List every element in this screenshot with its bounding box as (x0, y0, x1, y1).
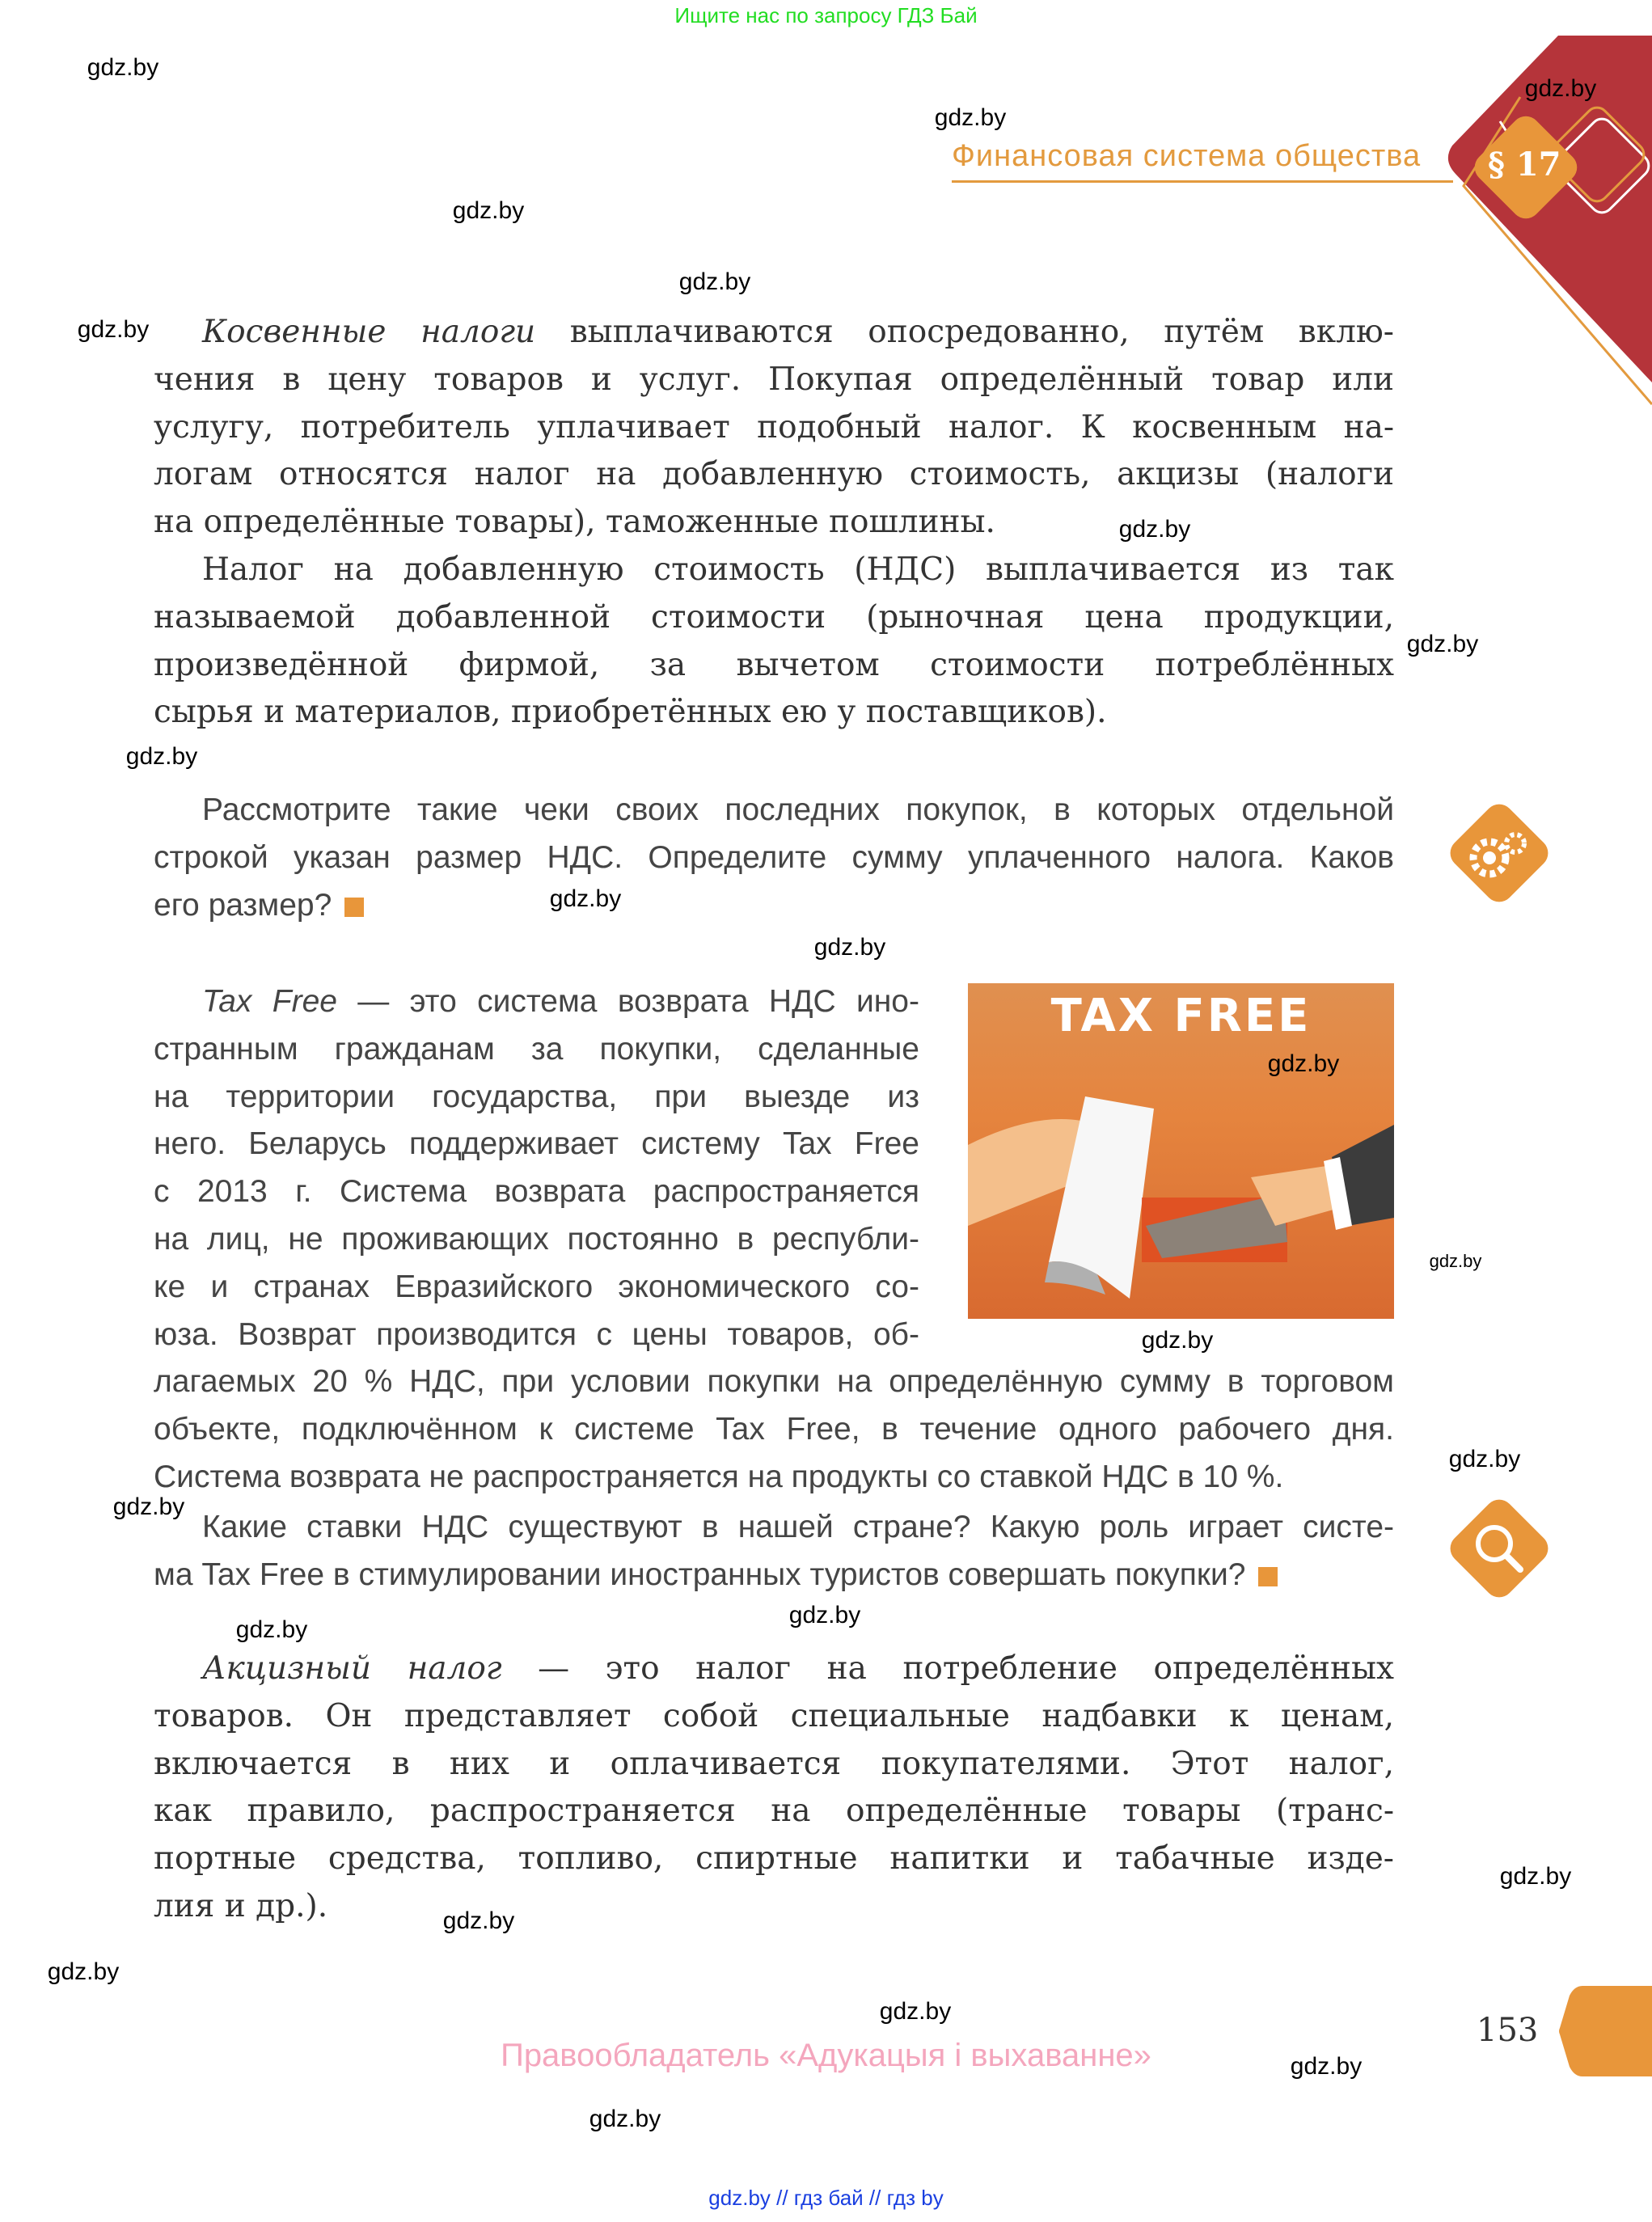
text-line (202, 787, 1394, 834)
watermark: gdz.by (235, 1616, 308, 1643)
watermark: gdz.by (1290, 2053, 1363, 2080)
term: Tax Free (202, 984, 337, 1019)
line-text: включается в них и оплачивается покупателями. Этот налог, (154, 1745, 1394, 1782)
line-text: строкой указан размер НДС. Определите сумму уплаченного налога. Каков (154, 839, 1394, 875)
text-line (154, 642, 1394, 689)
line-text: произведённой фирмой, за вычетом стоимости потреблённых (154, 646, 1394, 683)
watermark: gdz.by (452, 197, 525, 224)
text-line (154, 1741, 1394, 1788)
watermark: gdz.by (77, 316, 150, 343)
watermark: gdz.by (813, 934, 886, 961)
hands-receipt-illustration (968, 983, 1394, 1319)
term: Косвенные налоги (202, 314, 536, 350)
page-number: 153 (1477, 2012, 1539, 2049)
watermark: gdz.by (1267, 1050, 1340, 1077)
line-text: на определённые товары), таможенные пошлины. (154, 504, 995, 541)
text-line (154, 1358, 1394, 1405)
watermark: gdz.by (442, 1907, 515, 1934)
text-line (154, 1026, 919, 1073)
text-line (154, 1312, 919, 1358)
line-text: с 2013 г. Система возврата распространяется (154, 1174, 919, 1210)
text-line (154, 1788, 1394, 1835)
line-text: логам относятся налог на добавленную стоимость, акцизы (налоги (154, 456, 1394, 493)
text-line (154, 834, 1394, 881)
watermark: gdz.by (1406, 631, 1479, 657)
text-line (154, 1121, 919, 1168)
line-text: — это налог на потребление определённых (501, 1650, 1394, 1687)
line-text: объекте, подключённом к системе Tax Free, в течение одного рабочего дня. (154, 1412, 1394, 1447)
line-text: ке и странах Евразийского экономического со- (154, 1269, 919, 1304)
line-text: услугу, потребитель уплачивает подобный налог. К косвенным на- (154, 408, 1394, 446)
text-line (154, 1406, 1394, 1453)
text-line (154, 594, 1394, 641)
watermark: gdz.by (589, 2106, 661, 2132)
text-line (202, 1504, 1394, 1551)
text-line (154, 689, 1107, 736)
text-line (154, 499, 995, 546)
line-text: Какие ставки НДС существуют в нашей стране? Какую роль играет систе- (202, 1510, 1394, 1544)
watermark: gdz.by (1429, 1251, 1482, 1271)
line-text: на лиц, не проживающих постоянно в республи- (154, 1222, 919, 1257)
watermark: gdz.by (112, 1493, 185, 1520)
tax-free-illustration (968, 983, 1394, 1319)
line-text: странным гражданам за покупки, сделанные (154, 1031, 919, 1067)
line-text: Рассмотрите такие чеки своих последних покупок, в которых отдельной (202, 792, 1394, 827)
line-text: юза. Возврат производится с цены товаров, об- (154, 1316, 919, 1352)
text-line (154, 357, 1394, 403)
line-text: выплачиваются опосредованно, путём вклю- (535, 314, 1394, 350)
chapter-corner-decoration (1375, 0, 1652, 420)
text-line (202, 978, 919, 1025)
text-line (154, 1074, 919, 1121)
gears-icon (1439, 793, 1559, 913)
end-of-task-marker (344, 898, 364, 917)
watermark: gdz.by (1448, 1446, 1521, 1472)
line-text: на территории государства, при выезде из (154, 1079, 919, 1114)
text-line (154, 1835, 1394, 1882)
watermark: gdz.by (879, 1998, 952, 2025)
text-line (154, 1883, 327, 1930)
line-text: него. Беларусь поддерживает систему Tax Free (154, 1126, 919, 1162)
text-line (154, 1264, 919, 1311)
line-text: лагаемых 20 % НДС, при условии покупки на определённую сумму в торговом (154, 1364, 1394, 1400)
watermark: gdz.by (47, 1958, 120, 1985)
watermark: gdz.by (125, 743, 198, 770)
line-text: товаров. Он представляет собой специальные надбавки к ценам, (154, 1697, 1394, 1734)
text-line (154, 451, 1394, 498)
text-line (154, 1168, 919, 1215)
text-line (202, 309, 1394, 356)
text-line (154, 1216, 919, 1263)
watermark: gdz.by (1524, 75, 1597, 102)
text-line (202, 1645, 1394, 1692)
search-banner[interactable]: Ищите нас по запросу ГДЗ Бай (674, 3, 978, 27)
line-text: лия и др.). (154, 1888, 328, 1924)
end-of-task-marker (1258, 1567, 1278, 1586)
line-text: его размер? (154, 887, 332, 923)
watermark: gdz.by (1118, 516, 1191, 543)
text-line (154, 404, 1394, 451)
line-text: Система возврата не распространяется на продукты со ставкой НДС в 10 %. (154, 1460, 1284, 1494)
text-line (154, 1552, 1278, 1599)
watermark: gdz.by (1499, 1863, 1572, 1890)
line-text: чения в цену товаров и услуг. Покупая определённый товар или (154, 361, 1394, 398)
magnifier-icon (1439, 1489, 1559, 1608)
text-line (154, 1454, 1283, 1501)
watermark: gdz.by (87, 54, 159, 81)
chapter-title: Финансовая система общества (952, 139, 1422, 173)
text-line (202, 547, 1394, 594)
section-badge: § 17 (1488, 146, 1561, 184)
term: Акцизный налог (202, 1650, 502, 1687)
tax-free-image-title: TAX FREE (1050, 990, 1312, 1042)
text-line (154, 882, 364, 929)
text-line (154, 1693, 1394, 1740)
watermark: gdz.by (549, 885, 622, 912)
title-underline (952, 180, 1453, 183)
line-text: как правило, распространяется на определённые товары (транс- (154, 1793, 1394, 1830)
line-text: называемой добавленной стоимости (рыночная цена продукции, (154, 598, 1394, 636)
watermark: gdz.by (788, 1602, 861, 1628)
line-text: Налог на добавленную стоимость (НДС) выплачивается из так (202, 551, 1394, 588)
watermark: gdz.by (1141, 1327, 1214, 1354)
line-text: — это система возврата НДС ино- (336, 984, 919, 1019)
line-text: сырья и материалов, приобретённых ею у поставщиков). (154, 694, 1107, 731)
copyright-notice: Правообладатель «Адукацыя і выхаванне» (501, 2038, 1151, 2073)
watermark: gdz.by (678, 268, 751, 295)
line-text: портные средства, топливо, спиртные напитки и табачные изде- (154, 1840, 1394, 1878)
line-text: ма Tax Free в стимулировании иностранных туристов совершать покупки? (154, 1557, 1246, 1592)
footer-links[interactable]: gdz.by // гдз бай // гдз by (708, 2186, 944, 2210)
watermark: gdz.by (934, 104, 1007, 131)
